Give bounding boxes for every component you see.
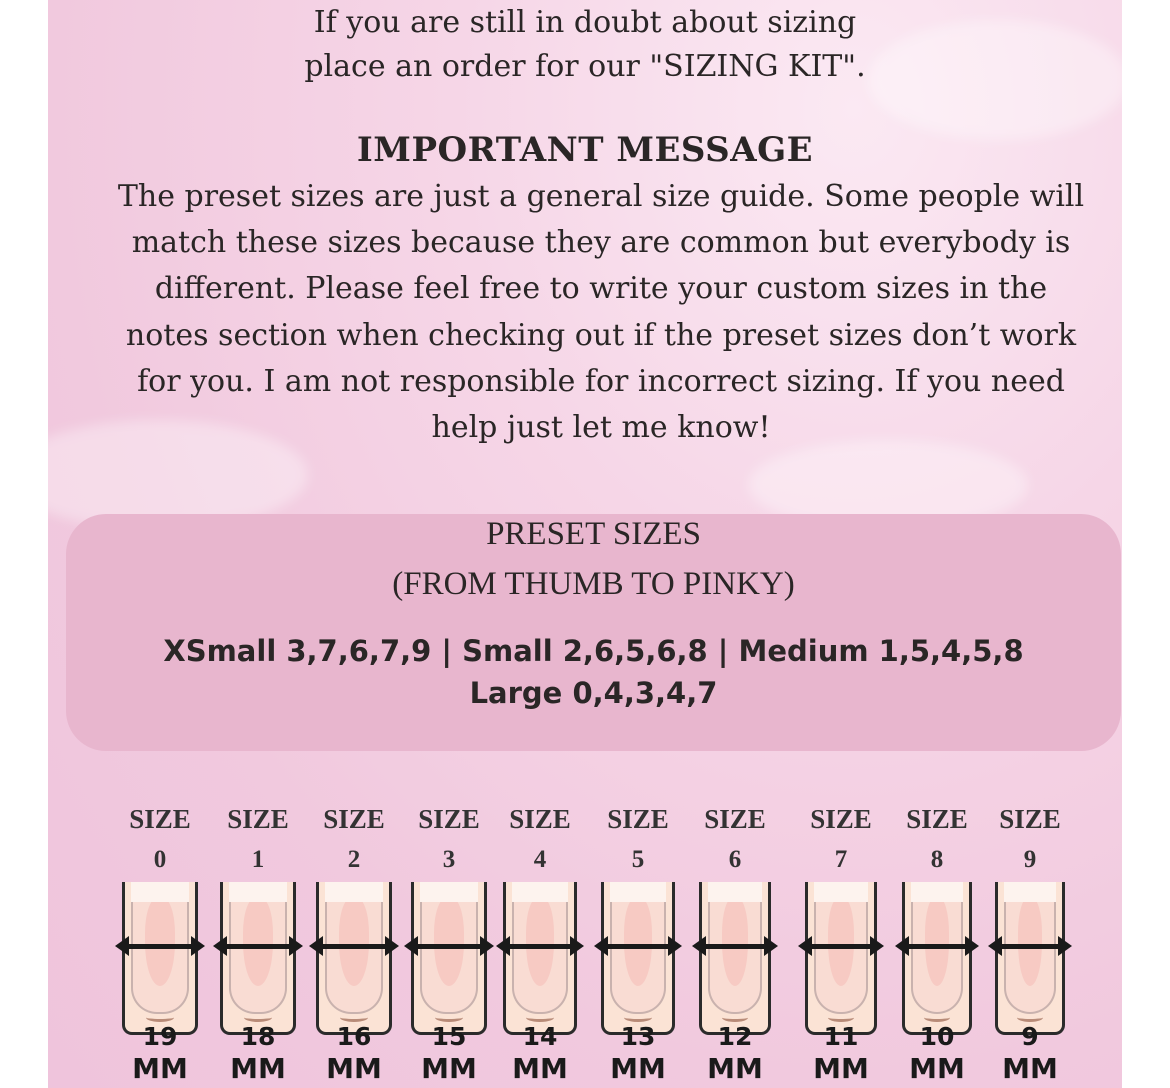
- nail-bed: [243, 898, 273, 986]
- size-label: SIZE: [227, 804, 289, 834]
- arrow-left-icon: [798, 936, 812, 956]
- size-number: 8: [930, 846, 944, 873]
- size-number: 4: [533, 846, 547, 873]
- preset-title: PRESET SIZES: [486, 516, 701, 552]
- size-column: [588, 800, 688, 1088]
- knuckle-line: [526, 1013, 553, 1022]
- nail-tip: [708, 882, 762, 902]
- width-mm-value: 19: [142, 1022, 178, 1051]
- size-label: SIZE: [704, 804, 766, 834]
- nail-bed: [1018, 898, 1042, 986]
- width-arrow-line: [901, 944, 973, 949]
- knuckle-line: [435, 1013, 463, 1022]
- size-number: 7: [834, 846, 848, 873]
- width-mm-unit: MM: [813, 1052, 869, 1085]
- knuckle-line: [244, 1013, 272, 1022]
- finger-nail-illustration: [411, 882, 487, 1035]
- width-arrow-line: [315, 944, 393, 949]
- arrow-right-icon: [191, 936, 205, 956]
- width-mm-unit: MM: [707, 1052, 763, 1085]
- nail-tip: [610, 882, 666, 902]
- knuckle-line: [146, 1013, 174, 1022]
- size-column: [208, 800, 308, 1088]
- finger-nail-illustration: [503, 882, 577, 1035]
- nail-bed: [434, 898, 464, 986]
- width-mm-value: 13: [620, 1022, 656, 1051]
- size-column: [304, 800, 404, 1088]
- width-arrow-line: [219, 944, 297, 949]
- important-line: match these sizes because they are common but everybody is: [131, 225, 1071, 261]
- size-number: 6: [728, 846, 742, 873]
- nail-bed: [624, 898, 652, 986]
- arrow-left-icon: [404, 936, 418, 956]
- arrow-right-icon: [668, 936, 682, 956]
- width-arrow-line: [410, 944, 488, 949]
- size-number: 0: [153, 846, 167, 873]
- arrow-right-icon: [764, 936, 778, 956]
- size-column: [887, 800, 987, 1088]
- finger-nail-illustration: [220, 882, 296, 1035]
- width-mm-value: 16: [336, 1022, 372, 1051]
- arrow-right-icon: [289, 936, 303, 956]
- important-title: IMPORTANT MESSAGE: [356, 130, 814, 170]
- nail-tip: [911, 882, 963, 902]
- knuckle-line: [828, 1013, 854, 1022]
- size-column: [685, 800, 785, 1088]
- size-label: SIZE: [999, 804, 1061, 834]
- nail-tip: [420, 882, 478, 902]
- intro-line-2: place an order for our "SIZING KIT".: [304, 49, 866, 84]
- arrow-left-icon: [988, 936, 1002, 956]
- width-mm-unit: MM: [230, 1052, 286, 1085]
- nail-tip: [1004, 882, 1056, 902]
- size-column: [791, 800, 891, 1088]
- width-mm-unit: MM: [421, 1052, 477, 1085]
- important-line: The preset sizes are just a general size guide. Some people will: [117, 179, 1085, 214]
- nail-bed: [722, 898, 748, 986]
- size-label: SIZE: [607, 804, 669, 834]
- nail-tip: [814, 882, 868, 902]
- arrow-left-icon: [496, 936, 510, 956]
- nail-tip: [512, 882, 568, 902]
- width-mm-unit: MM: [512, 1052, 568, 1085]
- nail-tip: [229, 882, 287, 902]
- finger-nail-illustration: [995, 882, 1065, 1035]
- size-label: SIZE: [129, 804, 191, 834]
- size-column: [490, 800, 590, 1088]
- nail-bed: [145, 898, 175, 986]
- size-number: 3: [442, 846, 456, 873]
- size-number: 2: [347, 846, 361, 873]
- size-number: 5: [631, 846, 645, 873]
- finger-nail-illustration: [601, 882, 675, 1035]
- size-label: SIZE: [323, 804, 385, 834]
- nail-bed: [526, 898, 554, 986]
- finger-nail-illustration: [316, 882, 392, 1035]
- knuckle-line: [624, 1013, 651, 1022]
- size-number: 9: [1023, 846, 1037, 873]
- arrow-left-icon: [115, 936, 129, 956]
- size-label: SIZE: [418, 804, 480, 834]
- arrow-right-icon: [385, 936, 399, 956]
- important-line: for you. I am not responsible for incorrect sizing. If you need: [137, 363, 1065, 399]
- size-column: [399, 800, 499, 1088]
- width-mm-unit: MM: [909, 1052, 965, 1085]
- size-column: [110, 800, 210, 1088]
- intro-line-1: If you are still in doubt about sizing: [313, 5, 857, 40]
- nail-bed: [339, 898, 369, 986]
- width-mm-value: 11: [823, 1022, 859, 1051]
- width-mm-value: 18: [240, 1022, 276, 1051]
- width-arrow-line: [600, 944, 676, 949]
- arrow-right-icon: [1058, 936, 1072, 956]
- arrow-left-icon: [895, 936, 909, 956]
- width-arrow-line: [502, 944, 578, 949]
- preset-list-line-1: XSmall 3,7,6,7,9 | Small 2,6,5,6,8 | Medium 1,5,4,5,8: [163, 634, 1024, 668]
- important-line: help just let me know!: [431, 410, 771, 446]
- width-mm-unit: MM: [132, 1052, 188, 1085]
- nail-tip: [131, 882, 189, 902]
- width-arrow-line: [121, 944, 199, 949]
- width-mm-value: 9: [1021, 1022, 1039, 1051]
- width-mm-value: 12: [717, 1022, 753, 1051]
- nail-bed: [925, 898, 949, 986]
- arrow-right-icon: [965, 936, 979, 956]
- size-label: SIZE: [906, 804, 968, 834]
- knuckle-line: [722, 1013, 748, 1022]
- arrow-left-icon: [213, 936, 227, 956]
- width-mm-unit: MM: [610, 1052, 666, 1085]
- finger-nail-illustration: [805, 882, 877, 1035]
- knuckle-line: [924, 1013, 950, 1022]
- knuckle-line: [1017, 1013, 1043, 1022]
- important-line: different. Please feel free to write your custom sizes in the: [154, 271, 1048, 307]
- important-body: [86, 174, 1116, 451]
- nail-tip: [325, 882, 383, 902]
- size-column: [980, 800, 1080, 1088]
- arrow-right-icon: [870, 936, 884, 956]
- width-mm-value: 15: [431, 1022, 467, 1051]
- arrow-left-icon: [594, 936, 608, 956]
- preset-list-line-2: Large 0,4,3,4,7: [469, 676, 718, 710]
- width-mm-value: 14: [522, 1022, 558, 1051]
- width-mm-unit: MM: [326, 1052, 382, 1085]
- preset-subtitle: (FROM THUMB TO PINKY): [392, 566, 795, 602]
- width-arrow-line: [804, 944, 878, 949]
- width-arrow-line: [698, 944, 772, 949]
- finger-nail-illustration: [699, 882, 771, 1035]
- knuckle-line: [340, 1013, 368, 1022]
- width-mm-value: 10: [919, 1022, 955, 1051]
- arrow-left-icon: [692, 936, 706, 956]
- important-line: notes section when checking out if the preset sizes don’t work: [125, 317, 1077, 353]
- nail-bed: [828, 898, 854, 986]
- arrow-right-icon: [570, 936, 584, 956]
- width-arrow-line: [994, 944, 1066, 949]
- arrow-left-icon: [309, 936, 323, 956]
- size-number: 1: [251, 846, 265, 873]
- width-mm-unit: MM: [1002, 1052, 1058, 1085]
- finger-nail-illustration: [122, 882, 198, 1035]
- finger-nail-illustration: [902, 882, 972, 1035]
- size-label: SIZE: [509, 804, 571, 834]
- size-label: SIZE: [810, 804, 872, 834]
